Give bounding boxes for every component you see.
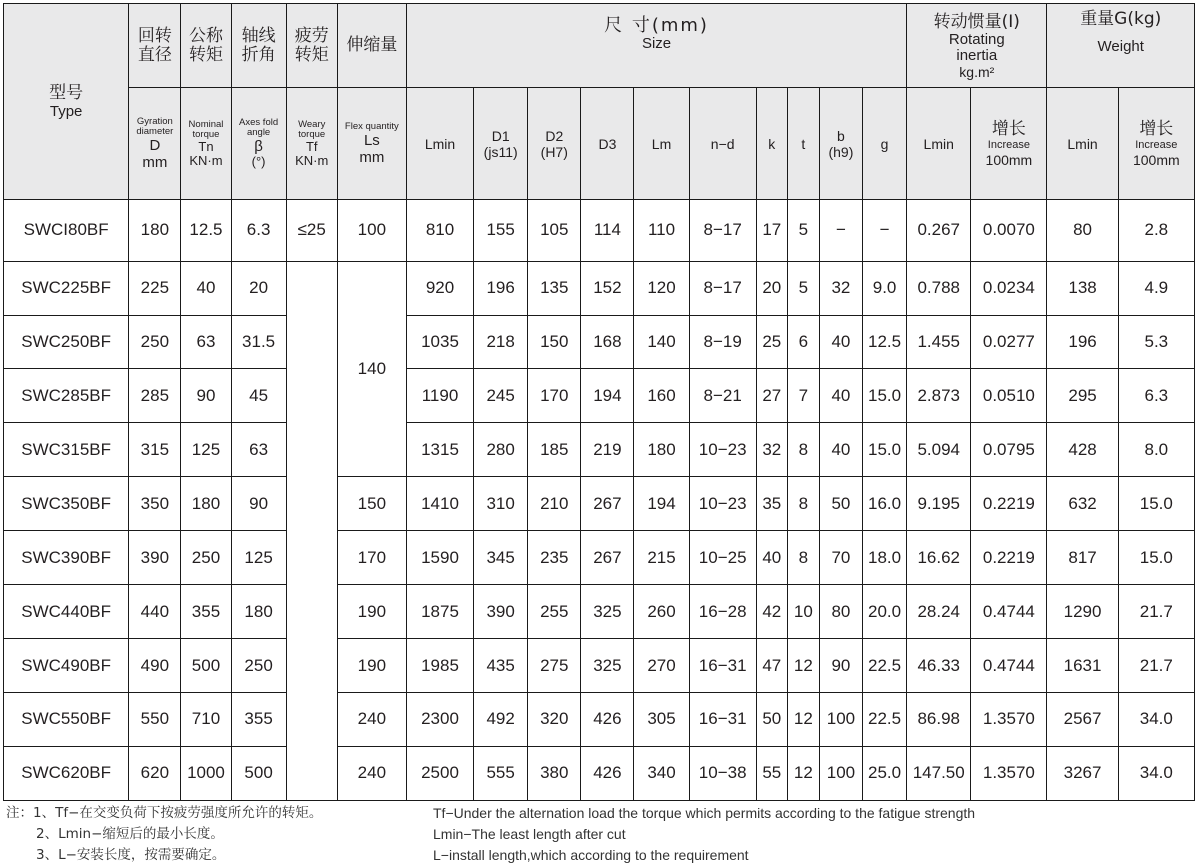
table-cell: 25.0 <box>862 746 906 800</box>
header-size-col: g <box>862 88 906 200</box>
table-cell: 6 <box>787 315 819 369</box>
table-cell: 215 <box>634 531 689 585</box>
table-cell: 10−38 <box>689 746 756 800</box>
table-cell: 0.4744 <box>971 639 1047 693</box>
table-cell: 180 <box>129 200 181 262</box>
header-weight-en: Weight <box>1097 38 1144 55</box>
header-size-col: b (h9) <box>819 88 862 200</box>
table-cell: 150 <box>528 315 581 369</box>
header-tn-detail: Nominal torque Tn KN·m <box>181 88 231 200</box>
table-cell: 125 <box>181 423 231 477</box>
table-cell: 12 <box>787 746 819 800</box>
table-row <box>4 639 1195 693</box>
table-cell: 25 <box>756 315 787 369</box>
header-tn-zh: 公称转矩 <box>181 4 231 88</box>
table-cell: 100 <box>337 200 406 262</box>
header-weight <box>1047 4 1195 88</box>
header-size-col: D3 <box>581 88 634 200</box>
table-cell: 5 <box>787 200 819 262</box>
table-cell: 170 <box>528 369 581 423</box>
table-cell: 426 <box>581 746 634 800</box>
table-cell <box>286 261 337 800</box>
table-cell: 140 <box>337 261 406 477</box>
table-cell: 16.62 <box>907 531 971 585</box>
table-cell: 0.2219 <box>971 477 1047 531</box>
table-row <box>4 585 1195 639</box>
table-row <box>4 423 1195 477</box>
table-cell: 27 <box>756 369 787 423</box>
table-cell: 1.3570 <box>971 746 1047 800</box>
table-cell: 0.2219 <box>971 531 1047 585</box>
table-cell: 42 <box>756 585 787 639</box>
table-cell: 440 <box>129 585 181 639</box>
table-cell: 20.0 <box>862 585 906 639</box>
table-cell: 5.3 <box>1118 315 1194 369</box>
table-cell: 90 <box>819 639 862 693</box>
header-weight-zh: 重量G(kg) <box>1080 9 1162 29</box>
table-cell: 32 <box>756 423 787 477</box>
table-cell: 12 <box>787 639 819 693</box>
header-inertia-en: Rotating inertia <box>948 31 1005 64</box>
header-inertia-zh: 转动惯量(I) <box>933 12 1020 32</box>
table-cell: 110 <box>634 200 689 262</box>
header-inertia <box>907 4 1047 88</box>
table-cell: 15.0 <box>862 423 906 477</box>
table-cell: 15.0 <box>862 369 906 423</box>
table-cell: 285 <box>129 369 181 423</box>
table-cell: 350 <box>129 477 181 531</box>
table-cell: 315 <box>129 423 181 477</box>
table-cell: 21.7 <box>1118 585 1194 639</box>
table-cell: 550 <box>129 693 181 747</box>
table-cell: 250 <box>231 639 286 693</box>
table-cell: 355 <box>181 585 231 639</box>
table-cell: 114 <box>581 200 634 262</box>
table-cell: 22.5 <box>862 693 906 747</box>
table-cell: 40 <box>819 315 862 369</box>
header-inertia-lmin: Lmin <box>907 88 971 200</box>
table-cell: 2.8 <box>1118 200 1194 262</box>
table-cell: 168 <box>581 315 634 369</box>
table-cell: 12 <box>787 693 819 747</box>
header-ls-zh: 伸缩量 <box>337 4 406 88</box>
table-cell: 105 <box>528 200 581 262</box>
table-cell: 0.0795 <box>971 423 1047 477</box>
header-inertia-increase: 增长 Increase 100mm <box>971 88 1047 200</box>
model-cell: SWC250BF <box>4 315 129 369</box>
table-cell: 1590 <box>406 531 473 585</box>
model-cell: SWC440BF <box>4 585 129 639</box>
note-zh-line: 3、L−安装长度，按需要确定。 <box>36 847 226 863</box>
table-cell: 15.0 <box>1118 477 1194 531</box>
table-cell: 0.4744 <box>971 585 1047 639</box>
table-cell: 235 <box>528 531 581 585</box>
table-cell: 4.9 <box>1118 261 1194 315</box>
table-cell: 80 <box>819 585 862 639</box>
table-cell: 345 <box>474 531 528 585</box>
header-size-zh: 尺 寸(mm) <box>604 15 709 36</box>
table-cell: 180 <box>181 477 231 531</box>
header-size <box>406 4 906 88</box>
table-cell: 250 <box>181 531 231 585</box>
header-model-zh: 型号 <box>49 82 84 103</box>
header-model <box>4 4 129 200</box>
table-cell: 196 <box>1047 315 1118 369</box>
table-cell: 63 <box>181 315 231 369</box>
model-cell: SWC350BF <box>4 477 129 531</box>
table-cell: 2567 <box>1047 693 1118 747</box>
table-cell: 210 <box>528 477 581 531</box>
table-cell: 16−31 <box>689 693 756 747</box>
table-row <box>4 693 1195 747</box>
table-cell: 160 <box>634 369 689 423</box>
table-cell: 185 <box>528 423 581 477</box>
table-cell: 194 <box>581 369 634 423</box>
notes-zh <box>6 803 322 866</box>
table-cell: 426 <box>581 693 634 747</box>
table-cell: 100 <box>819 746 862 800</box>
note-en-line: L−install length,which according to the requirement <box>433 847 749 863</box>
table-cell: 10−23 <box>689 477 756 531</box>
table-cell: 1.3570 <box>971 693 1047 747</box>
table-cell: 170 <box>337 531 406 585</box>
table-cell: 1000 <box>181 746 231 800</box>
table-cell: 147.50 <box>907 746 971 800</box>
header-model-en: Type <box>49 102 83 120</box>
table-cell: 20 <box>756 261 787 315</box>
table-cell: 150 <box>337 477 406 531</box>
table-cell: 140 <box>634 315 689 369</box>
table-cell: − <box>819 200 862 262</box>
table-cell: 5 <box>787 261 819 315</box>
header-beta-zh: 轴线折角 <box>231 4 286 88</box>
table-cell: 63 <box>231 423 286 477</box>
notes-en <box>433 803 975 866</box>
table-cell: 2500 <box>406 746 473 800</box>
spec-table <box>3 3 1195 801</box>
header-weight-increase: 增长 Increase 100mm <box>1118 88 1194 200</box>
table-cell: 28.24 <box>907 585 971 639</box>
header-tf-detail: Weary torque Tf KN·m <box>286 88 337 200</box>
table-cell: 2.873 <box>907 369 971 423</box>
table-cell: 1875 <box>406 585 473 639</box>
header-size-col: D1 (js11) <box>474 88 528 200</box>
table-cell: 47 <box>756 639 787 693</box>
header-ls-detail: Flex quantity Ls mm <box>337 88 406 200</box>
table-cell: 45 <box>231 369 286 423</box>
table-cell: − <box>862 200 906 262</box>
table-cell: 267 <box>581 531 634 585</box>
table-cell: 0.0234 <box>971 261 1047 315</box>
table-cell: 340 <box>634 746 689 800</box>
table-cell: 34.0 <box>1118 693 1194 747</box>
table-cell: 55 <box>756 746 787 800</box>
table-cell: 1315 <box>406 423 473 477</box>
table-cell: 3267 <box>1047 746 1118 800</box>
table-cell: 10−23 <box>689 423 756 477</box>
table-cell: 428 <box>1047 423 1118 477</box>
table-cell: 180 <box>231 585 286 639</box>
table-row <box>4 200 1195 262</box>
table-cell: 31.5 <box>231 315 286 369</box>
table-row <box>4 477 1195 531</box>
table-cell: 1035 <box>406 315 473 369</box>
note-en-line: Tf−Under the alternation load the torque which permits according to the fatigue strength <box>433 805 976 821</box>
table-cell: 138 <box>1047 261 1118 315</box>
table-cell: 280 <box>474 423 528 477</box>
table-cell: 21.7 <box>1118 639 1194 693</box>
table-cell: 310 <box>474 477 528 531</box>
table-cell: 1290 <box>1047 585 1118 639</box>
table-cell: 20 <box>231 261 286 315</box>
table-cell: 12.5 <box>862 315 906 369</box>
table-cell: 8−17 <box>689 261 756 315</box>
table-cell: 275 <box>528 639 581 693</box>
table-cell: 218 <box>474 315 528 369</box>
table-cell: 0.0070 <box>971 200 1047 262</box>
table-cell: 17 <box>756 200 787 262</box>
table-cell: 180 <box>634 423 689 477</box>
table-cell: 50 <box>756 693 787 747</box>
table-cell: 90 <box>181 369 231 423</box>
table-cell: 5.094 <box>907 423 971 477</box>
table-cell: 1631 <box>1047 639 1118 693</box>
table-cell: 245 <box>474 369 528 423</box>
table-cell: 86.98 <box>907 693 971 747</box>
header-size-col: n−d <box>689 88 756 200</box>
table-cell: 390 <box>474 585 528 639</box>
table-cell: 1.455 <box>907 315 971 369</box>
table-cell: 219 <box>581 423 634 477</box>
table-cell: 240 <box>337 693 406 747</box>
table-cell: 325 <box>581 639 634 693</box>
table-cell: 490 <box>129 639 181 693</box>
note-en-line: Lmin−The least length after cut <box>433 826 626 842</box>
table-cell: 15.0 <box>1118 531 1194 585</box>
table-cell: 16−28 <box>689 585 756 639</box>
table-cell: 500 <box>181 639 231 693</box>
table-cell: 295 <box>1047 369 1118 423</box>
table-cell: 16−31 <box>689 639 756 693</box>
header-inertia-unit: kg.m² <box>959 64 995 80</box>
table-cell: 152 <box>581 261 634 315</box>
header-d-detail: Gyration diameter D mm <box>129 88 181 200</box>
header-tf-zh: 疲劳转矩 <box>286 4 337 88</box>
table-cell: 6.3 <box>231 200 286 262</box>
model-cell: SWC620BF <box>4 746 129 800</box>
table-cell: 0.267 <box>907 200 971 262</box>
table-cell: 8 <box>787 477 819 531</box>
table-cell: 40 <box>819 369 862 423</box>
table-cell: 80 <box>1047 200 1118 262</box>
table-cell: 190 <box>337 585 406 639</box>
table-cell: 120 <box>634 261 689 315</box>
table-cell: 390 <box>129 531 181 585</box>
table-cell: 90 <box>231 477 286 531</box>
table-cell: 632 <box>1047 477 1118 531</box>
table-cell: 240 <box>337 746 406 800</box>
table-cell: 70 <box>819 531 862 585</box>
table-cell: 6.3 <box>1118 369 1194 423</box>
table-cell: 620 <box>129 746 181 800</box>
model-cell: SWC390BF <box>4 531 129 585</box>
header-size-col: D2 (H7) <box>528 88 581 200</box>
table-cell: 255 <box>528 585 581 639</box>
table-cell: 40 <box>756 531 787 585</box>
table-cell: 0.0510 <box>971 369 1047 423</box>
note-zh-line: 注：1、Tf−在交变负荷下按疲劳强度所允许的转矩。 <box>6 805 323 821</box>
header-size-col: Lm <box>634 88 689 200</box>
header-size-col: k <box>756 88 787 200</box>
header-size-en: Size <box>641 35 672 52</box>
table-cell: 1410 <box>406 477 473 531</box>
table-row <box>4 261 1195 315</box>
table-cell: 0.788 <box>907 261 971 315</box>
table-cell: 260 <box>634 585 689 639</box>
table-cell: 194 <box>634 477 689 531</box>
header-d-zh: 回转直径 <box>129 4 181 88</box>
table-cell: 32 <box>819 261 862 315</box>
table-cell: 0.0277 <box>971 315 1047 369</box>
header-size-col: Lmin <box>406 88 473 200</box>
table-cell: 34.0 <box>1118 746 1194 800</box>
table-cell: 196 <box>474 261 528 315</box>
model-cell: SWC285BF <box>4 369 129 423</box>
table-cell: 810 <box>406 200 473 262</box>
table-body <box>4 200 1195 801</box>
table-cell: 10−25 <box>689 531 756 585</box>
table-cell: 40 <box>819 423 862 477</box>
table-cell: 35 <box>756 477 787 531</box>
table-cell: 12.5 <box>181 200 231 262</box>
table-cell: 50 <box>819 477 862 531</box>
table-cell: 555 <box>474 746 528 800</box>
header-size-col: t <box>787 88 819 200</box>
table-cell: 10 <box>787 585 819 639</box>
table-cell: 7 <box>787 369 819 423</box>
table-cell: 40 <box>181 261 231 315</box>
table-cell: 710 <box>181 693 231 747</box>
table-row <box>4 315 1195 369</box>
table-cell: 155 <box>474 200 528 262</box>
table-cell: 817 <box>1047 531 1118 585</box>
table-cell: 8 <box>787 423 819 477</box>
table-cell: 225 <box>129 261 181 315</box>
table-cell: 305 <box>634 693 689 747</box>
table-cell: 135 <box>528 261 581 315</box>
model-cell: SWC550BF <box>4 693 129 747</box>
table-cell: 8−17 <box>689 200 756 262</box>
table-cell: 2300 <box>406 693 473 747</box>
table-cell: 320 <box>528 693 581 747</box>
header-beta-detail: Axes fold angle β (°) <box>231 88 286 200</box>
table-cell: 500 <box>231 746 286 800</box>
table-cell: 1985 <box>406 639 473 693</box>
table-cell: 125 <box>231 531 286 585</box>
table-cell: 9.0 <box>862 261 906 315</box>
table-cell: 380 <box>528 746 581 800</box>
table-cell: 1190 <box>406 369 473 423</box>
table-cell: 492 <box>474 693 528 747</box>
table-cell: 435 <box>474 639 528 693</box>
table-cell: 46.33 <box>907 639 971 693</box>
table-cell: 267 <box>581 477 634 531</box>
table-row <box>4 369 1195 423</box>
table-cell: 9.195 <box>907 477 971 531</box>
table-cell: 100 <box>819 693 862 747</box>
model-cell: SWCI80BF <box>4 200 129 262</box>
note-zh-line: 2、Lmin−缩短后的最小长度。 <box>36 826 224 842</box>
table-cell: 325 <box>581 585 634 639</box>
table-cell: 270 <box>634 639 689 693</box>
table-cell: 22.5 <box>862 639 906 693</box>
model-cell: SWC225BF <box>4 261 129 315</box>
table-cell: 8−19 <box>689 315 756 369</box>
table-cell: 16.0 <box>862 477 906 531</box>
table-cell: 8−21 <box>689 369 756 423</box>
table-cell: 920 <box>406 261 473 315</box>
table-cell: 18.0 <box>862 531 906 585</box>
table-cell: 8.0 <box>1118 423 1194 477</box>
table-row <box>4 531 1195 585</box>
model-cell: SWC315BF <box>4 423 129 477</box>
table-cell: 190 <box>337 639 406 693</box>
table-cell: 250 <box>129 315 181 369</box>
header-weight-lmin: Lmin <box>1047 88 1118 200</box>
table-cell: 355 <box>231 693 286 747</box>
table-row <box>4 746 1195 800</box>
table-cell: 8 <box>787 531 819 585</box>
table-cell: ≤25 <box>286 200 337 262</box>
model-cell: SWC490BF <box>4 639 129 693</box>
